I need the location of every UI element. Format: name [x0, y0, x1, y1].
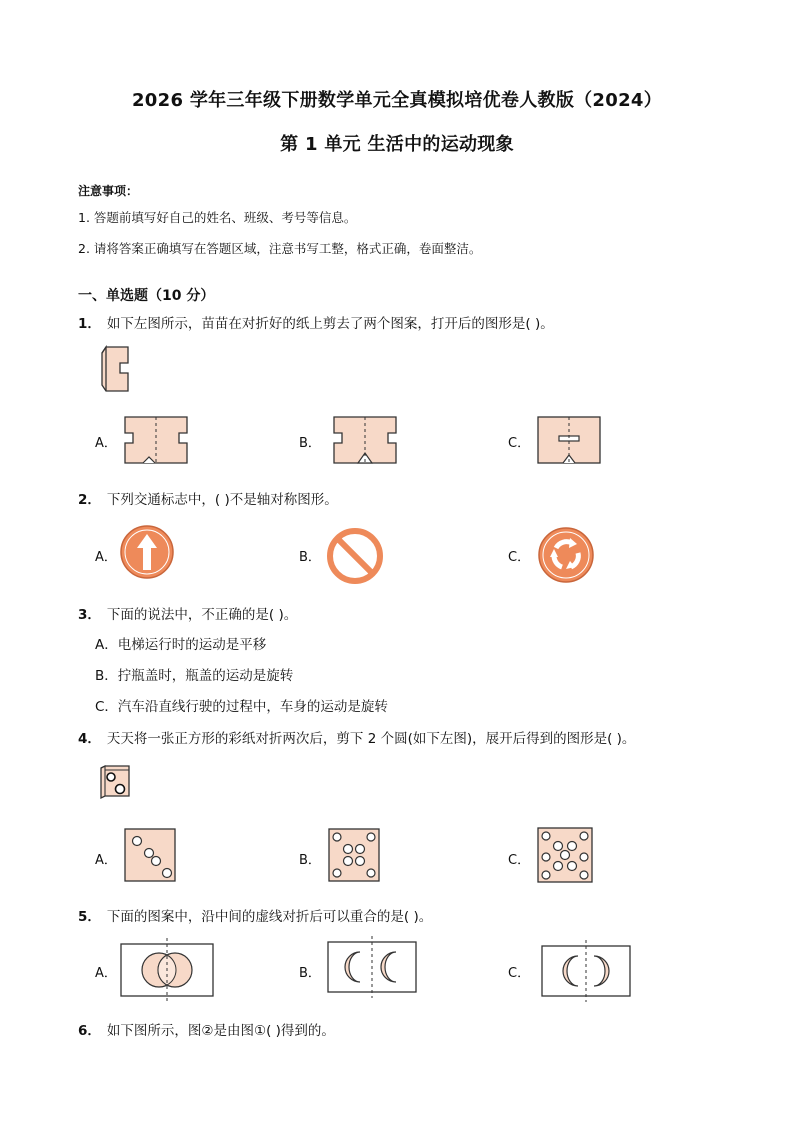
- option-a-label[interactable]: A．: [95, 436, 117, 451]
- question-3: [78, 603, 297, 623]
- note-item-1: 1. 答题前填写好自己的姓名、班级、考号等信息。: [78, 210, 357, 225]
- unit-title: 第 1 单元 生活中的运动现象: [280, 134, 514, 155]
- option-a-shape[interactable]: [123, 415, 189, 467]
- section-title: 一、单选题（10 分）: [78, 288, 215, 304]
- option-c-shape[interactable]: [536, 415, 602, 467]
- straight-arrow-sign-icon[interactable]: [119, 524, 175, 580]
- question-number: 2．: [78, 492, 101, 508]
- question-text: 下面的图案中，沿中间的虚线对折后可以重合的是( )。: [106, 909, 433, 925]
- question-5: [78, 905, 432, 925]
- question-text: 下面的说法中，不正确的是( )。: [106, 607, 298, 623]
- question-4: [78, 727, 635, 747]
- option-c[interactable]: C．汽车沿直线行驶的过程中，车身的运动是旋转: [95, 699, 388, 715]
- option-a[interactable]: A．电梯运行时的运动是平移: [95, 637, 267, 653]
- option-b[interactable]: B．拧瓶盖时，瓶盖的运动是旋转: [95, 668, 294, 684]
- option-b-pattern[interactable]: [326, 936, 418, 998]
- folded-paper-figure: [98, 343, 134, 395]
- notes-heading: 注意事项：: [78, 184, 139, 198]
- option-b-label[interactable]: B．: [299, 550, 321, 565]
- exam-title: 2026 学年三年级下册数学单元全真模拟培优卷人教版（2024）: [131, 90, 663, 111]
- roundabout-sign-icon[interactable]: [537, 526, 595, 584]
- note-item-2: 2. 请将答案正确填写在答题区域，注意书写工整，格式正确，卷面整洁。: [78, 241, 482, 256]
- folded-square-figure: [99, 764, 131, 800]
- question-text: 下列交通标志中，( )不是轴对称图形。: [106, 492, 338, 508]
- question-2: [78, 488, 338, 508]
- question-text: 如下图所示，图②是由图①( )得到的。: [106, 1023, 335, 1039]
- option-c-square[interactable]: [536, 826, 594, 884]
- option-a-label[interactable]: A．: [95, 550, 117, 565]
- question-number: 5．: [78, 909, 101, 925]
- question-number: 1．: [78, 316, 101, 332]
- option-b-label[interactable]: B．: [299, 436, 321, 451]
- option-b-label[interactable]: B．: [299, 853, 321, 868]
- option-a-label[interactable]: A．: [95, 853, 117, 868]
- option-c-label[interactable]: C．: [508, 550, 531, 565]
- option-a-square[interactable]: [123, 827, 177, 883]
- question-1: [78, 312, 554, 332]
- question-number: 6．: [78, 1023, 101, 1039]
- question-number: 4．: [78, 731, 101, 747]
- option-a-pattern[interactable]: [119, 938, 215, 1002]
- option-c-label[interactable]: C．: [508, 436, 531, 451]
- option-a-label[interactable]: A．: [95, 966, 117, 981]
- option-b-shape[interactable]: [332, 415, 398, 467]
- option-b-label[interactable]: B．: [299, 966, 321, 981]
- option-c-label[interactable]: C．: [508, 853, 531, 868]
- question-text: 天天将一张正方形的彩纸对折两次后，剪下 2 个圆(如下左图)，展开后得到的图形是( )。: [106, 731, 636, 747]
- option-c-pattern[interactable]: [540, 940, 632, 1002]
- question-number: 3．: [78, 607, 101, 623]
- question-6: [78, 1019, 335, 1039]
- option-b-square[interactable]: [327, 827, 381, 883]
- option-c-label[interactable]: C．: [508, 966, 531, 981]
- question-text: 如下左图所示，苗苗在对折好的纸上剪去了两个图案，打开后的图形是( )。: [106, 316, 554, 332]
- prohibition-sign-icon[interactable]: [326, 527, 384, 585]
